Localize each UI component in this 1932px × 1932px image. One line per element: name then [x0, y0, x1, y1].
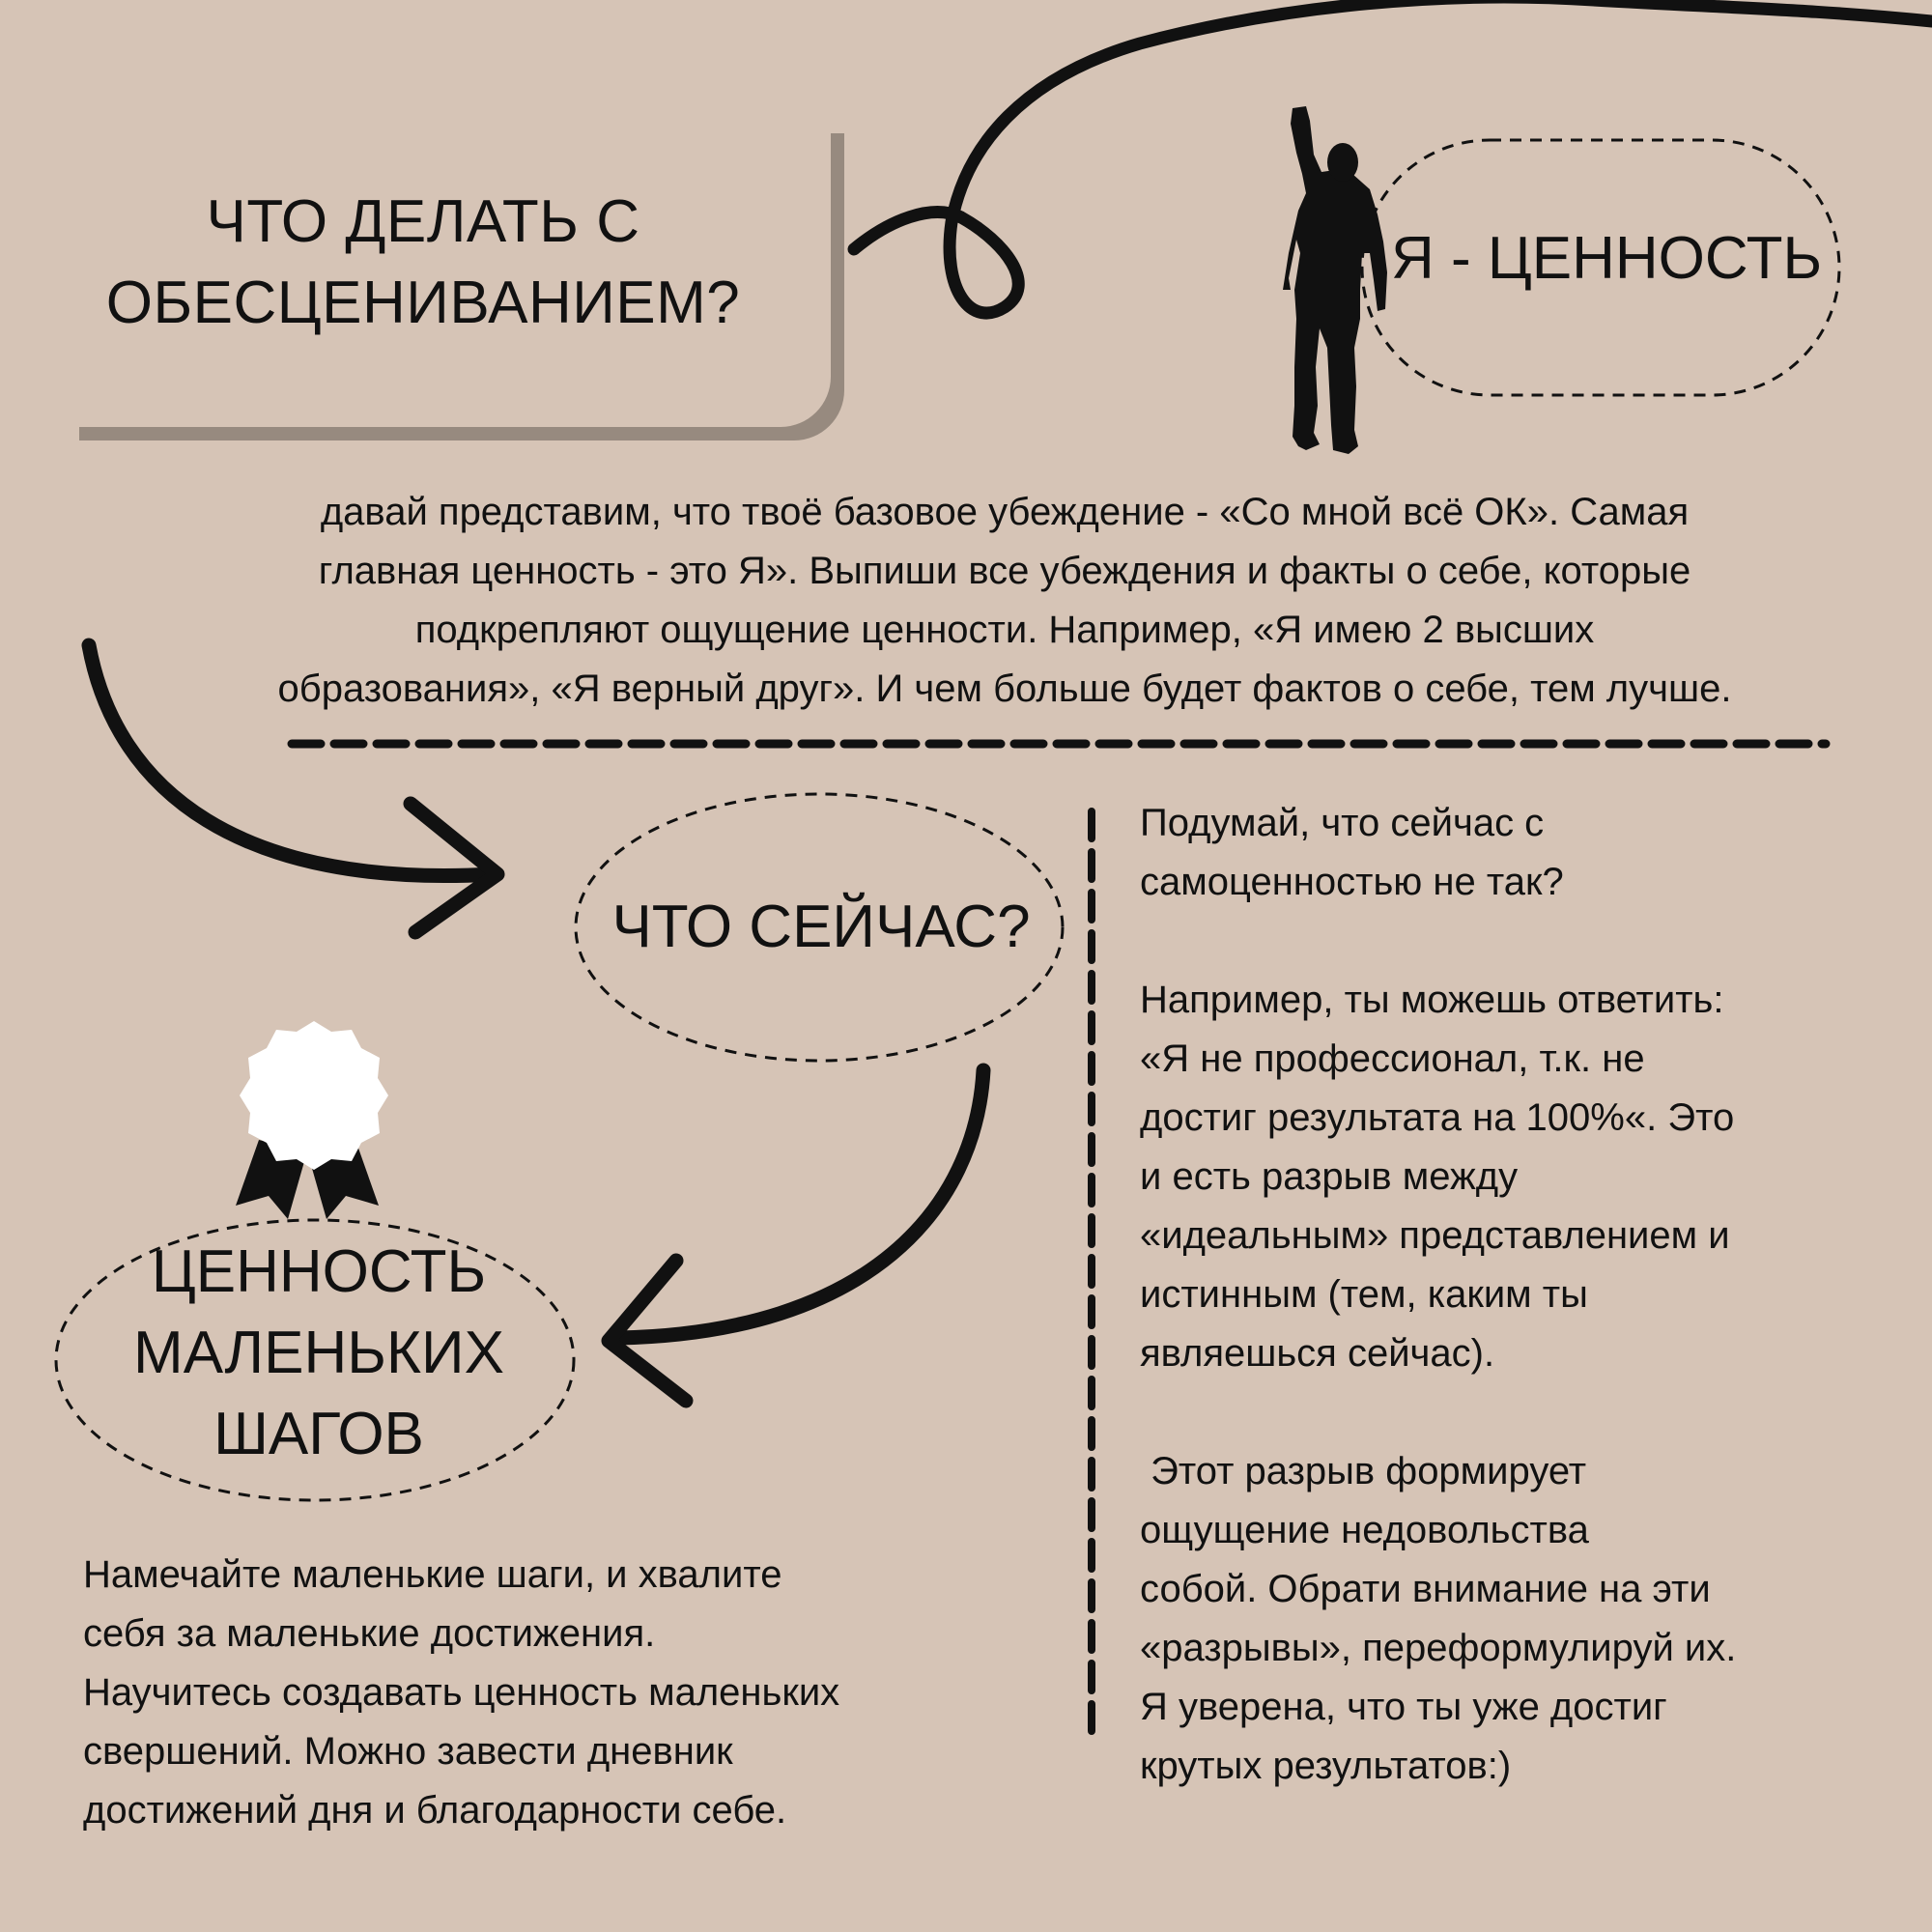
text-line: Этот разрыв формирует [1140, 1450, 1587, 1492]
intro-line: образования», «Я верный друг». И чем больше будет фактов о себе, тем лучше. [277, 668, 1732, 710]
text-line: Я уверена, что ты уже достиг [1140, 1686, 1667, 1728]
text-line: Подумай, что сейчас с [1140, 802, 1545, 844]
text-line: и есть разрыв между [1140, 1155, 1519, 1198]
small-steps-line-2: МАЛЕНЬКИХ [133, 1320, 504, 1386]
man-silhouette-icon [1283, 106, 1387, 454]
intro-line: подкрепляют ощущение ценности. Например, «Я имею 2 высших [414, 609, 1595, 651]
small-steps-paragraph [83, 1546, 1030, 1840]
text-line: достиг результата на 100%«. Это [1140, 1096, 1735, 1139]
text-line: Например, ты можешь ответить: [1140, 979, 1724, 1021]
text-line: являешься сейчас). [1140, 1332, 1495, 1375]
intro-paragraph [116, 483, 1893, 719]
title-line-2: ОБЕСЦЕНИВАНИЕМ? [105, 270, 741, 336]
text-line: Намечайте маленькие шаги, и хвалите [83, 1553, 782, 1596]
title-line-1: ЧТО ДЕЛАТЬ С [206, 188, 640, 255]
intro-line: главная ценность - это Я». Выпиши все убеждения и факты о себе, которые [318, 550, 1691, 592]
now-label: ЧТО СЕЙЧАС? [611, 894, 1031, 960]
text-line: достижений дня и благодарности себе. [83, 1789, 787, 1832]
text-line: крутых результатов:) [1140, 1745, 1512, 1787]
award-rosette-icon [236, 1021, 388, 1219]
right-column-text [1140, 794, 1893, 1796]
right-paragraph-2 [1140, 971, 1893, 1383]
ya-value-label: Я - ЦЕННОСТЬ [1391, 225, 1823, 292]
text-line: «идеальным» представлением и [1140, 1214, 1730, 1257]
text-line: истинным (тем, каким ты [1140, 1273, 1588, 1316]
text-line: себя за маленькие достижения. [83, 1612, 656, 1655]
text-line: свершений. Можно завести дневник [83, 1730, 733, 1773]
intro-line: давай представим, что твоё базовое убеждение - «Со мной всё ОК». Самая [320, 491, 1690, 533]
text-line: «Я не профессионал, т.к. не [1140, 1037, 1645, 1080]
text-line: «разрывы», переформулируй их. [1140, 1627, 1737, 1669]
page-title [75, 182, 771, 344]
text-line: ощущение недовольства [1140, 1509, 1589, 1551]
right-paragraph-3 [1140, 1442, 1893, 1796]
small-steps-line-1: ЦЕННОСТЬ [151, 1238, 487, 1305]
arrow-to-small-steps-icon [609, 1070, 983, 1401]
text-line: собой. Обрати внимание на эти [1140, 1568, 1711, 1610]
small-steps-label [68, 1232, 570, 1475]
text-line: Научитесь создавать ценность маленьких [83, 1671, 840, 1714]
small-steps-line-3: ШАГОВ [213, 1401, 424, 1467]
right-paragraph-1 [1140, 794, 1893, 912]
text-line: самоценностью не так? [1140, 861, 1564, 903]
